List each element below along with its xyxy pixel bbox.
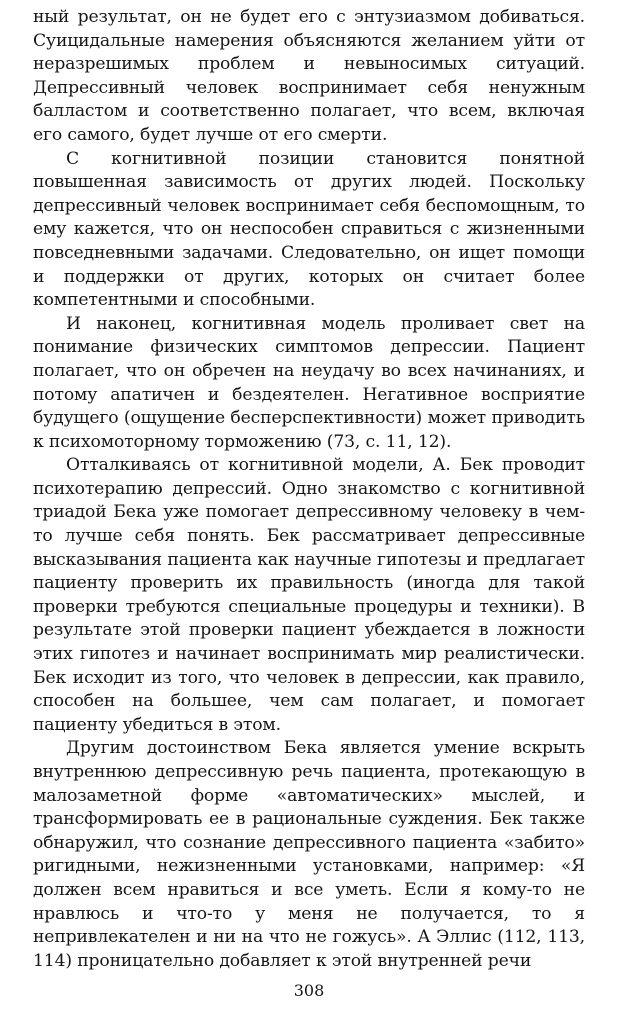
paragraph-inner-speech: Другим достоинством Бека является умение вскрыть внутреннюю депрессивную речь пациента, протекающую в малозаметной форме «автоматических» мыслей, и трансформировать ее в рациональные суждения. Бек также обнаружил, что сознание депрессивного пациента «забито» ригидными, нежизненными установками, например: «Я должен всем нравиться и все уметь. Если я кому-то не нравлюсь и что-то у меня не получается, то я непривлекателен и ни на что не гожусь». А Эллис (112, 113, 114) проницательно добавляет к этой внутренней речи [33,738,585,971]
paragraph-beck-therapy: Отталкиваясь от когнитивной модели, А. Бек проводит психотерапию депрессий. Одно знакомство с когнитивной триадой Бека уже помогает депрессивному человеку в чем-то лучше себя понять. Бек рассматривает депрессивные высказывания пациента как научные гипотезы и предлагает пациенту проверить их правильность (иногда для такой проверки требуются специальные процедуры и техники). В результате этой проверки пациент убеждается в ложности этих гипотез и начинает воспринимать мир реалистически. Бек исходит из того, что человек в депрессии, как правило, способен на большее, чем сам полагает, и помогает пациенту убедиться в этом. [33,455,585,735]
paragraph-dependency: С когнитивной позиции становится понятной повышенная зависимость от других людей. Поскольку депрессивный человек воспринимает себя беспомощным, то ему кажется, что он неспособен справиться с жизненными повседневными задачами. Следовательно, он ищет помощи и поддержки от других, которых он считает более компетентными и способными. [33,148,585,311]
paragraph-continued: ный результат, он не будет его с энтузиазмом добиваться. Суицидальные намерения объясняются желанием уйти от неразрешимых проблем и невыносимых ситуаций. Депрессивный человек воспринимает себя ненужным балластом и соответственно полагает, что всем, включая его самого, будет лучше от его смерти. [33,7,585,145]
paragraph-physical-symptoms: И наконец, когнитивная модель проливает свет на понимание физических симптомов депрессии. Пациент полагает, что он обречен на неудачу во всех начинаниях, и потому апатичен и бездеятелен. Негативное восприятие будущего (ощущение бесперспективности) может приводить к психомоторному торможению (73, с. 11, 12). [33,313,585,452]
page-number: 308 [293,981,325,1000]
body-text [33,6,585,973]
